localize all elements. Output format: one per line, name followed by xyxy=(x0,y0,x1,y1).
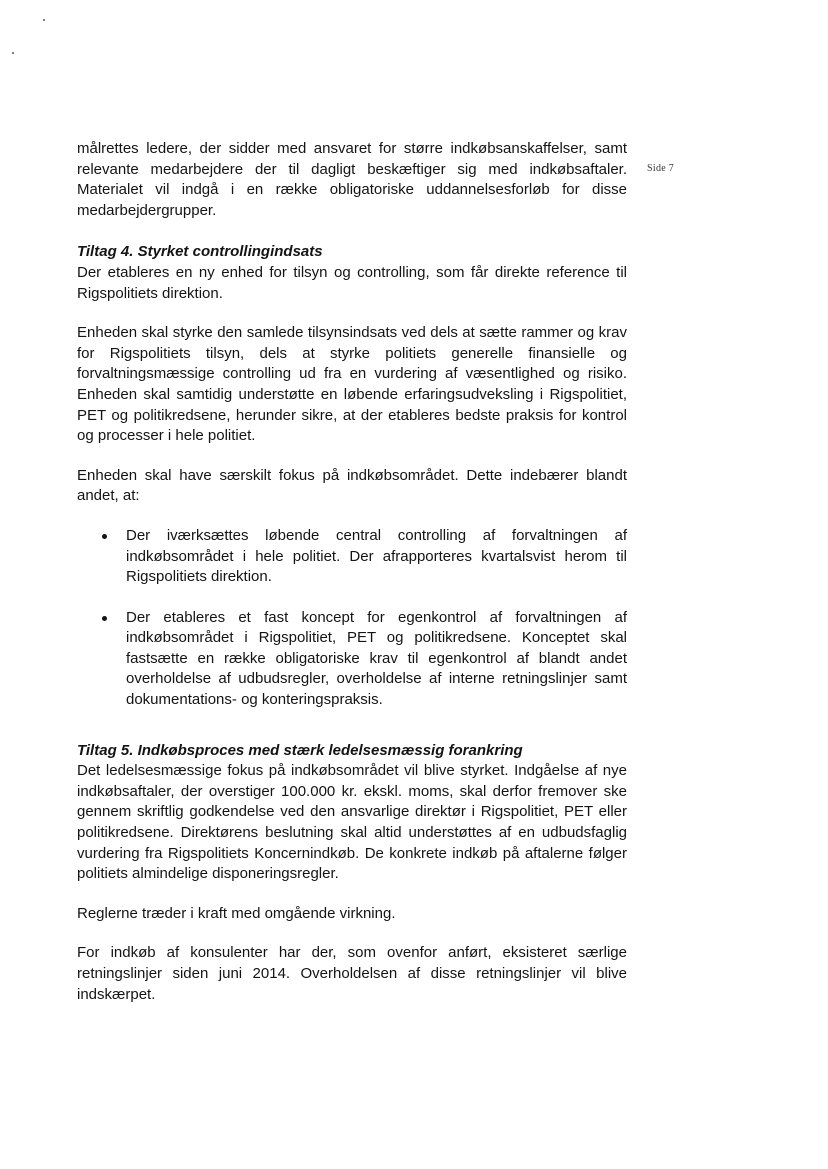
bullet-icon xyxy=(102,534,107,539)
tiltag5-heading: Tiltag 5. Indkøbsproces med stærk ledelsesmæssig forankring xyxy=(77,741,523,759)
list-item-text: Der etableres et fast koncept for egenkontrol af forvaltningen af indkøbsområdet i Rigspolitiet, PET og politikredsene. Konceptet skal fastsætte en række obligatoriske krav til egenkontrol af blandt andet overholdelse af udbudsregler, overholdelse af interne retningslinjer samt dokumentations- og konteringspraksis. xyxy=(126,608,627,709)
tiltag4-heading: Tiltag 4. Styrket controllingindsats xyxy=(77,243,323,261)
list-item xyxy=(77,608,627,711)
tiltag4-paragraph-1: Der etableres en ny enhed for tilsyn og controlling, som får direkte reference til Rigspolitiets direktion. xyxy=(77,263,627,302)
page-number-label: Side 7 xyxy=(647,163,675,174)
tiltag4-paragraph-2: Enheden skal styrke den samlede tilsynsindsats ved dels at sætte rammer og krav for Rigspolitiets tilsyn, dels at styrke politiets generelle finansielle og forvaltningsmæssige controlling ud fra en vurdering af væsentlighed og risiko. Enheden skal samtidig understøtte en løbende erfaringsudveksling i Rigspolitiet, PET og politikredsene, herunder sikre, at der etableres bedste praksis for kontrol og processer i hele politiet. xyxy=(77,324,627,445)
tiltag4-bullet-list xyxy=(77,526,627,711)
tiltag4-paragraph-3: Enheden skal have særskilt fokus på indkøbsområdet. Dette indebærer blandt andet, at: xyxy=(77,466,627,505)
tiltag5-paragraph-2: Reglerne træder i kraft med omgående virkning. xyxy=(77,904,396,922)
list-item-text: Der iværksættes løbende central controlling af forvaltningen af indkøbsområdet i hele politiet. Der afrapporteres kvartalsvist herom til Rigspolitiets direktion. xyxy=(126,526,627,586)
tiltag5-paragraph-1: Det ledelsesmæssige fokus på indkøbsområdet vil blive styrket. Indgåelse af nye indkøbsaftaler, der overstiger 100.000 kr. ekskl. moms, skal derfor fremover ske gennem skriftlig godkendelse ved den ansvarlige direktør i Rigspolitiet, PET eller politikredsene. Direktørens beslutning skal altid understøttes af en udbudsfaglig vurdering fra Rigspolitiets Koncernindkøb. De konkrete indkøb på aftalerne følger politiets almindelige disponeringsregler. xyxy=(77,762,627,883)
intro-paragraph: målrettes ledere, der sidder med ansvaret for større indkøbsanskaffelser, samt relevante medarbejdere der til dagligt beskæftiger sig med indkøbsaftaler. Materialet vil indgå i en række obligatoriske uddannelsesforløb for disse medarbejdergrupper. xyxy=(77,140,627,219)
scan-speck xyxy=(12,52,14,54)
list-item xyxy=(77,526,627,588)
document-body xyxy=(77,139,627,1005)
scan-speck xyxy=(43,19,45,21)
tiltag5-paragraph-3: For indkøb af konsulenter har der, som ovenfor anført, eksisteret særlige retningslinjer siden juni 2014. Overholdelsen af disse retningslinjer vil blive indskærpet. xyxy=(77,944,627,1003)
bullet-icon xyxy=(102,616,107,621)
